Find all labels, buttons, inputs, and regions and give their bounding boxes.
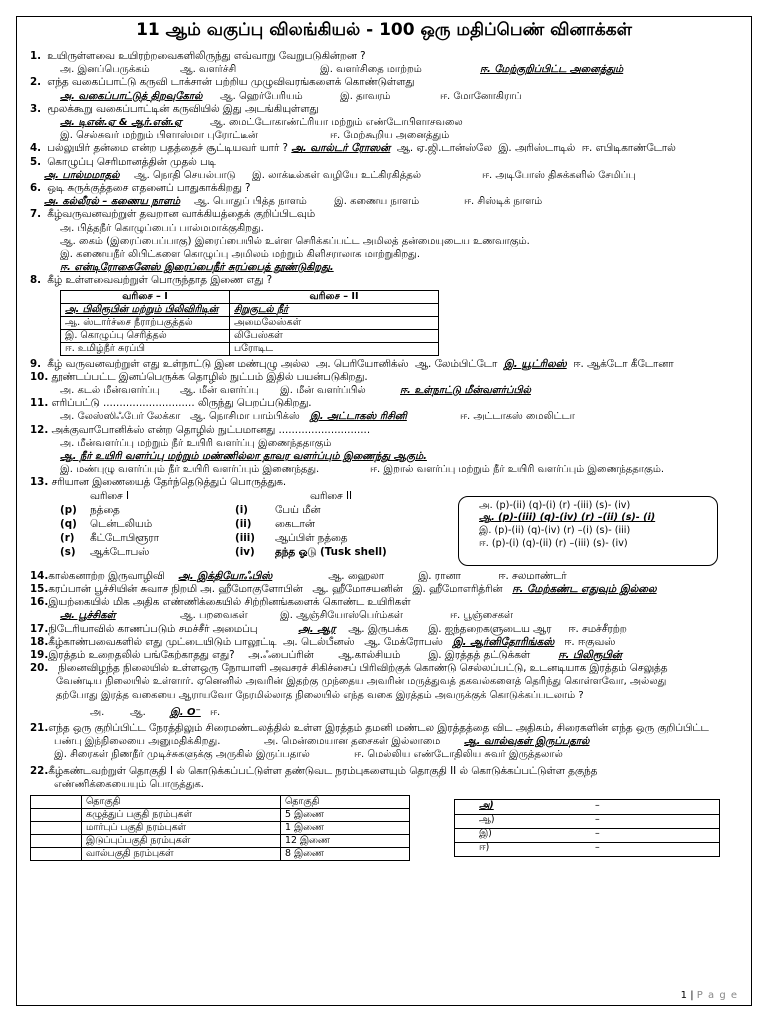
table-cell [31, 834, 82, 847]
table-row [61, 316, 439, 329]
question-5 [30, 156, 746, 169]
option-c: இ. அரிஸ்டாடில் [498, 142, 576, 155]
question-1-options [30, 63, 746, 76]
answer-value: – [595, 827, 600, 839]
option-d: ஈ. அட்டாகஸ் மைலிட்டா [460, 411, 575, 423]
footer-separator: | [690, 990, 694, 1001]
item-text: பேய் மீன் [275, 503, 321, 516]
table-header-row [31, 795, 410, 808]
option-a: அ. மீன்வளர்ப்பு மற்றும் நீர் உயிரி வளர்ப்பு இணைந்ததாகும் [60, 437, 332, 449]
left-item [60, 546, 149, 559]
option-b: ஆ.கால்சியம் [338, 648, 401, 661]
table-header-row [61, 290, 439, 303]
option-a-answer: அ. டிஎன்.ஏ & ஆர்.என்.ஏ [60, 117, 182, 129]
table-cell: 12 இணை [281, 834, 410, 847]
question-text: கரப்பான் பூச்சியின் சுவாச நிறமி அ. ஹீமோகுளோபின் [48, 582, 303, 595]
table-cell [31, 808, 82, 821]
question-13 [30, 476, 746, 489]
table-row [31, 808, 410, 821]
table-cell: அ. பிலிரூபின் மற்றும் பிலிவிரிடின் [61, 303, 230, 316]
option-b-answer: ஆ. (p)-(iii) (q)-(iv) (r) –(ii) (s)- (i) [479, 512, 656, 524]
question-number: 14. [30, 569, 49, 582]
item-text: கைடான் [275, 517, 315, 530]
item-text: ஆப்பிள் நத்தை [275, 531, 348, 544]
option-d: ஈ. ஈகுவஸ் [564, 635, 616, 648]
question-text: இயற்கையில் மிக அதிக எண்ணிக்கையில் சிற்றினங்களைக் கொண்ட உயிரிகள் [48, 596, 411, 609]
page-number: 1 [680, 990, 688, 1001]
option-a-answer: அ. இக்தியோஃபிஸ் [178, 569, 273, 582]
option-d: ஈ. எபிடிகாண்டோல் [581, 142, 676, 155]
question-8-table [60, 290, 439, 356]
question-number: 4. [30, 142, 42, 155]
answer-row [455, 828, 719, 843]
question-number: 9. [30, 357, 42, 370]
table-cell [31, 847, 82, 860]
table-header: தொகுதி [281, 795, 410, 808]
question-text: எந்த வகைப்பாட்டு கருவி டாக்சான் பற்றிய முழுவிவரங்களைக் கொண்டுள்ளது [47, 76, 415, 89]
question-text-line-1: எந்த ஒரு குறிப்பிட்ட நேரத்திலும் சிரைமண்டலத்தில் உள்ள இரத்தம் தமனி மண்டல இரத்தத்தை விட அதிகம், சிரைகளின் எந்த ஒரு குறிப்பிட்ட [48, 721, 709, 734]
option-a: அ. இனப்பெருக்கம் [60, 64, 150, 76]
option-a-answer: அ. வால்டர் ரோஸன் [291, 142, 391, 155]
question-22 [30, 765, 746, 778]
option-d: ஈ. சலமாண்டர் [498, 569, 567, 582]
option-a: அ. டெல்பீனஸ் [282, 635, 355, 648]
item-key: (i) [235, 503, 248, 516]
question-number: 2. [30, 76, 42, 89]
answer-key: ஆ) [479, 813, 495, 825]
question-8 [30, 274, 746, 287]
question-text-line-3: தற்போது இரத்த வகையை ஆராயவோ நேரமில்லாத நிலையில் எந்த வகை இரத்தம் அவருக்குக் கொடுக்கப்படலாம் ? [56, 689, 584, 701]
answer-row [455, 814, 719, 829]
question-1 [30, 50, 746, 63]
answer-row [455, 800, 719, 815]
option-d: ஈ. சிஸ்டிக் நாளம் [464, 196, 543, 208]
question-number: 7. [30, 208, 42, 221]
option-a: அ. பித்தநீர் கொழுப்பைப் பால்மமாக்குகிறது. [60, 222, 264, 234]
answer-key: அ) [479, 799, 494, 811]
item-text: ஆக்டோபஸ் [90, 545, 150, 558]
question-text: கீழ் உள்ளவைவற்றுள் பொருந்தாத இணை எது ? [47, 274, 273, 287]
option-a: அ. மென்மையான தசைகள் இல்லாமை [264, 736, 441, 748]
option-d: ஈ. ஆக்டோ கீடோனா [573, 357, 674, 370]
question-number: 6. [30, 182, 42, 195]
option-b-wrap [30, 450, 746, 463]
table-row [31, 834, 410, 847]
question-text: கீழ் வருவனவற்றுள் எது உள்நாட்டு இன மண்புழு அல்ல [47, 357, 310, 370]
question-text: பல்லுயிர் தன்மை என்ற பதத்தைச் சூட்டியவர் யார் ? [47, 142, 289, 155]
question-number: 19. [30, 648, 49, 661]
question-text: உயிருள்ளவை உயிரற்றவைகளிலிருந்து எவ்வாறு வேறுபடுகின்றன ? [47, 50, 366, 62]
question-12 [30, 424, 746, 437]
option-b-answer: ஆ. நீர் உயிரி வளர்ப்பு மற்றும் மண்ணில்லா தாவர வளர்ப்பும் இணைந்து ஆகும். [60, 451, 427, 463]
option-c-answer: இ. அட்டாகஸ் ரிசினி [310, 411, 407, 423]
option-d-answer: ஈ. உள்நாட்டு மீன்வளர்ப்பில் [400, 385, 531, 397]
table-cell: இடுப்புப்பகுதி நரம்புகள் [82, 834, 281, 847]
question-text: கீழ்காண்பவைகளில் எது முட்டையிடும் பாலூட்டி [48, 635, 277, 648]
option-c: இ. கணையநீர் லிபிட்களை கொழுப்பு அமிலம் மற்றும் கிளிசராலாக மாற்றுகிறது. [60, 249, 421, 261]
question-10-options [30, 384, 746, 397]
option-a-answer: அ. ஆர [298, 622, 336, 635]
question-number: 20. [30, 662, 49, 675]
table-cell: ஆ. ஸ்டார்ச்சை நீராற்பகுத்தல் [61, 316, 230, 329]
option-c-answer: இ. O⁻ [170, 706, 201, 718]
option-b: ஆ. மைட்டோகாண்ட்ரியா மற்றும் எண்டோபிளாசவலை [210, 117, 463, 129]
option-c-answer: இ. யூட்ரிலஸ் [503, 357, 567, 370]
question-text: மூலக்கூறு வகைப்பாட்டின் கருவியில் இது அடங்கியுள்ளது [47, 102, 319, 115]
question-number: 13. [30, 476, 49, 489]
question-text-line-2: பண்பு இந்நிலையை அனுமதிக்கிறது. [54, 736, 221, 748]
item-key: (ii) [235, 517, 252, 530]
option-a: அ. பெரியோனிக்ஸ் [315, 357, 409, 370]
question-text: இரத்தம் உறைதலில் பங்கேற்காதது எது? [48, 648, 235, 661]
question-21-options-cd [30, 748, 746, 761]
option-d: ஈ. பூஞ்சைகள் [450, 610, 514, 622]
left-item [60, 518, 152, 531]
question-18 [30, 636, 746, 649]
option-b: ஆ. இருபக்க [348, 622, 409, 635]
question-21 [30, 722, 746, 735]
table-cell: 8 இணை [281, 847, 410, 860]
table-cell: பரோடிட [230, 342, 439, 355]
question-22-match [30, 791, 746, 859]
table-cell: ஈ. உமிழ்நீர் சுரப்பி [61, 342, 230, 355]
page-title: 11 ஆம் வகுப்பு விலங்கியல் - 100 ஒரு மதிப்பெண் வினாக்கள் [136, 20, 632, 40]
question-number: 1. [30, 50, 42, 62]
option-d: ஈ. (p)-(i) (q)-(ii) (r) –(iii) (s)- (iv) [479, 538, 628, 550]
option-c: இ. சிரைகள் நிணநீர் முடிச்சுகளுக்கு அருகில் இருப்பதால் [54, 749, 310, 761]
question-21-line-2 [30, 735, 746, 748]
option-b: ஆ. நொதி செயல்பாடு [134, 169, 236, 181]
table-cell: வால்பகுதி நரம்புகள் [82, 847, 281, 860]
option-c: இ. கணைய நாளம் [334, 196, 420, 208]
table-cell: மார்புப் பகுதி நரம்புகள் [82, 821, 281, 834]
option-b: ஆ. ஏ.ஜி.டான்ஸ்லே [396, 142, 492, 155]
option-d-answer: ஈ. என்டிரோகைனேஸ் இரைப்பைநீர் சுரப்பைத் தூண்டுகிறது. [60, 262, 334, 274]
option-b: ஆ. ஹீமோசயனின் [312, 582, 403, 595]
page-label: P a g e [696, 990, 738, 1001]
table-row [31, 821, 410, 834]
question-3-options-row2 [30, 129, 746, 142]
option-d: ஈ. அடிபோஸ் திசுக்களில் சேமிப்பு [482, 169, 636, 181]
table-cell: 5 இணை [281, 808, 410, 821]
question-6-options [30, 195, 746, 208]
question-7 [30, 208, 746, 221]
question-number: 21. [30, 721, 49, 734]
option-a-answer: அ. வகைப்பாட்டுத் திறவுகோல் [60, 90, 203, 102]
answer-value: – [595, 841, 600, 853]
option-a-answer: அ. பால்மமாதல் [44, 169, 120, 181]
item-text: நத்தை [90, 503, 120, 516]
option-b: ஆ. மீன் வளர்ப்பு [180, 385, 259, 397]
option-d: ஈ. மோனோகிராப் [440, 90, 522, 102]
option-d: ஈ. சமச்சீரற்ற [568, 622, 627, 635]
option-c: இ. தாவரம் [340, 90, 391, 102]
right-item [235, 546, 387, 559]
item-text: டென்டலியம் [90, 517, 152, 530]
item-key: (p) [60, 503, 77, 516]
right-item [235, 532, 347, 545]
question-text-line-2: வேண்டிய நிலையில் உள்ளார். ஏனெனில் அவரின் இதற்கு முந்தைய அவரின் மருத்துவத் தகவல்களைத் தெரிந்து கொள்ளவோ, அல்லது [56, 676, 667, 688]
answer-row [455, 842, 719, 856]
option-b: ஆ. பொதுப் பித்த நாளம் [194, 196, 307, 208]
question-number: 15. [30, 582, 49, 595]
table-header: வரிசை – II [230, 290, 439, 303]
question-list [30, 50, 746, 859]
option-b: ஆ. நொசிமா பாம்பிக்ஸ் [190, 411, 300, 423]
table-cell [31, 795, 82, 808]
option-d: ஈ. [210, 706, 221, 718]
option-b: ஆ. ஹெர்பேரியம் [220, 90, 303, 102]
option-c: இ. ஹீமோஎரித்ரின் [412, 582, 503, 595]
question-text: தூண்டப்பட்ட இனப்பெருக்க தொழில் நுட்பம் இதில் பயன்படுகிறது. [51, 370, 368, 383]
item-key: (iv) [235, 545, 255, 558]
option-c-answer: இ. ஆர்னிதோரிங்கஸ் [452, 635, 555, 648]
question-text-line-1: கீழ்கண்டவற்றுள் தொகுதி I ல் கொடுக்கப்பட்டுள்ள தண்டுவட நரம்புகளையும் தொகுதி II ல் கொடுக்கப்பட்டுள்ள தகுந்த [48, 764, 598, 777]
question-11 [30, 397, 746, 410]
question-6 [30, 182, 746, 195]
option-b: ஆ. கைம் (இரைப்பைப்பாகு) இரைப்பையில் உள்ள செரிக்கப்பட்ட அமிலத் தன்மையுடைய உணவாகும். [60, 235, 530, 247]
question-9 [30, 358, 746, 371]
option-c: இ. மண்புழு வளர்ப்பும் நீர் உயிரி வளர்ப்பும் இணைந்தது. [60, 464, 320, 476]
question-number: 8. [30, 274, 42, 287]
option-b: ஆ. [130, 706, 146, 718]
question-text: கால்கனாற்ற இருவாழிவி [48, 569, 165, 582]
option-d-answer: ஈ. பிலிரூபின் [558, 648, 622, 661]
option-c: இ. வளர்சிதை மாற்றம் [320, 64, 422, 76]
question-number: 16. [30, 596, 49, 609]
option-d-answer: ஈ. மேற்குறிப்பிட்ட அனைத்தும் [480, 64, 624, 76]
option-c: இ. இரத்தத் தட்டுக்கள் [428, 648, 531, 661]
answer-value: – [595, 799, 600, 811]
option-d: ஈ. மேற்கூறிய அனைத்தும் [330, 130, 450, 142]
table-header: வரிசை – I [61, 290, 230, 303]
question-number: 18. [30, 635, 49, 648]
right-item [235, 518, 315, 531]
option-d-wrap [30, 261, 746, 274]
option-b: ஆ. லேம்பிட்டோ [415, 357, 498, 370]
option-d-answer: ஈ. மேற்கண்ட எதுவும் இல்லை [512, 582, 657, 595]
option-c: இ. ஐந்தறைகளுடைய ஆர [428, 622, 552, 635]
option-c: இ. லாக்டீல்கள் வழியே உட்கிரகித்தல் [252, 169, 422, 181]
question-16 [30, 596, 746, 609]
table-cell: லிபேஸ்கள் [230, 329, 439, 342]
question-16-options [30, 609, 746, 622]
column-1-header: வரிசை I [90, 489, 130, 502]
question-3-options-row1 [30, 116, 746, 129]
option-c: இ. செல்சுவர் மற்றும் பிளாஸ்மா புரோட்டீன் [60, 130, 258, 142]
question-3 [30, 103, 746, 116]
option-a-answer: அ. பூச்சிகள் [60, 610, 116, 622]
question-text: ஒடி சுருக்குத்தசை எதனைப் பாதுகாக்கிறது ? [47, 182, 251, 195]
question-22-table [30, 795, 410, 861]
question-number: 11. [30, 397, 49, 410]
option-a: அ. (p)-(ii) (q)-(i) (r) -(iii) (s)- (iv) [479, 499, 631, 511]
option-a: அ. [90, 706, 105, 718]
item-text: கீட்டோபிளூரா [90, 531, 160, 544]
question-17 [30, 623, 746, 636]
table-row [31, 847, 410, 860]
question-number: 3. [30, 102, 42, 115]
option-d: ஈ. மெல்லிய எண்டோதிலிய சுவர் இருத்தலால் [354, 749, 563, 761]
question-text: எரிப்பட்டு ............................ லிருந்து பெறப்படுகிறது. [51, 397, 312, 410]
question-number: 10. [30, 370, 49, 383]
option-a-answer: அ. கல்லீரல் – கணைய நாளம் [44, 196, 181, 208]
question-number: 17. [30, 622, 49, 635]
question-13-options-box [458, 496, 718, 566]
question-text: நிடேரியாவில் காணப்படும் சமச்சீர் அமைப்பு [48, 622, 258, 635]
question-2-options [30, 90, 746, 103]
item-key: (q) [60, 517, 77, 530]
question-text: அக்குவாபோனிக்ஸ் என்ற தொழில் நுட்பமானது ............................ [51, 423, 371, 436]
table-cell: கழுத்துப் பகுதி நரம்புகள் [82, 808, 281, 821]
table-row [61, 329, 439, 342]
question-11-options [30, 410, 746, 423]
item-key: (iii) [235, 531, 256, 544]
answer-value: – [595, 813, 600, 825]
question-20 [30, 662, 746, 675]
question-20-options [30, 706, 746, 719]
table-cell: இ. கொழுப்பு செரித்தல் [61, 329, 230, 342]
option-c: இ. (p)-(ii) (q)-(iv) (r) –(i) (s)- (iii) [479, 525, 631, 537]
page-footer [681, 990, 738, 1001]
option-c: இ. ரானா [418, 569, 461, 582]
question-5-options [30, 169, 746, 182]
option-b: ஆ. மேக்ரோபஸ் [364, 635, 443, 648]
left-item [60, 504, 120, 517]
item-key: (s) [60, 545, 76, 558]
column-2-header: வரிசை II [310, 489, 353, 502]
option-c: இ. மீன் வளர்ப்பில் [280, 385, 366, 397]
question-text: சரியான இணையைத் தேர்ந்தெடுத்துப் பொருத்துக. [51, 476, 287, 489]
option-a: அ.ஃபைப்ரின் [248, 648, 314, 661]
question-15 [30, 583, 746, 596]
table-row [61, 303, 439, 316]
table-cell: 1 இணை [281, 821, 410, 834]
question-14 [30, 570, 746, 583]
question-text: கொழுப்பு செரிமானத்தின் முதல் படி [47, 155, 216, 168]
item-text: தந்த ஓடு (Tusk shell) [275, 545, 387, 558]
table-cell [31, 821, 82, 834]
question-text-line-1: நினைவிழந்த நிலையில் உள்ளஒரு நோயாளி அவசரச் சிகிச்சைப் பிரிவிற்குக் கொண்டு செல்லப்பட்டு, உடனடியாக இரத்தம் செலுத்த [58, 662, 668, 675]
question-number: 5. [30, 155, 42, 168]
question-number: 22. [30, 764, 49, 777]
option-a: அ. கடல் மீன்வளர்ப்பு [60, 385, 160, 397]
option-c: இ. ஆஞ்சியோஸ்பெர்ம்கள் [280, 610, 403, 622]
option-b: ஆ. ஹைலா [328, 569, 385, 582]
table-cell: அமைலேஸ்கள் [230, 316, 439, 329]
option-b-answer: ஆ. வால்வுகள் இருப்பதால் [464, 736, 590, 748]
question-text-line-2: எண்ணிக்கையையும் பொருத்துக. [54, 778, 204, 790]
question-2 [30, 76, 746, 89]
option-a: அ. லேஸ்ஸிஃபேர் லேக்கா [60, 411, 181, 423]
question-10 [30, 371, 746, 384]
question-text: கீழ்வருவனவற்றுள் தவறான வாக்கியத்தைக் குறிப்பிடவும் [47, 208, 316, 221]
option-b: ஆ. வளர்ச்சி [180, 64, 237, 76]
question-number: 12. [30, 423, 49, 436]
question-19 [30, 649, 746, 662]
item-key: (r) [60, 531, 75, 544]
answer-key: ஈ) [479, 841, 490, 853]
option-b: ஆ. பறவைகள் [180, 610, 248, 622]
question-4 [30, 142, 746, 155]
question-12-options-cd [30, 463, 746, 476]
question-22-answer-box [454, 799, 720, 857]
answer-key: இ) [479, 827, 492, 839]
right-item [235, 504, 320, 517]
option-d: ஈ. இறால் வளர்ப்பு மற்றும் நீர் உயிரி வளர்ப்பும் இணைந்ததாகும். [370, 464, 665, 476]
left-item [60, 532, 159, 545]
question-13-match [30, 490, 746, 570]
table-header: தொகுதி [82, 795, 281, 808]
table-row [61, 342, 439, 355]
table-cell: சிறுகுடல் நீர் [230, 303, 439, 316]
